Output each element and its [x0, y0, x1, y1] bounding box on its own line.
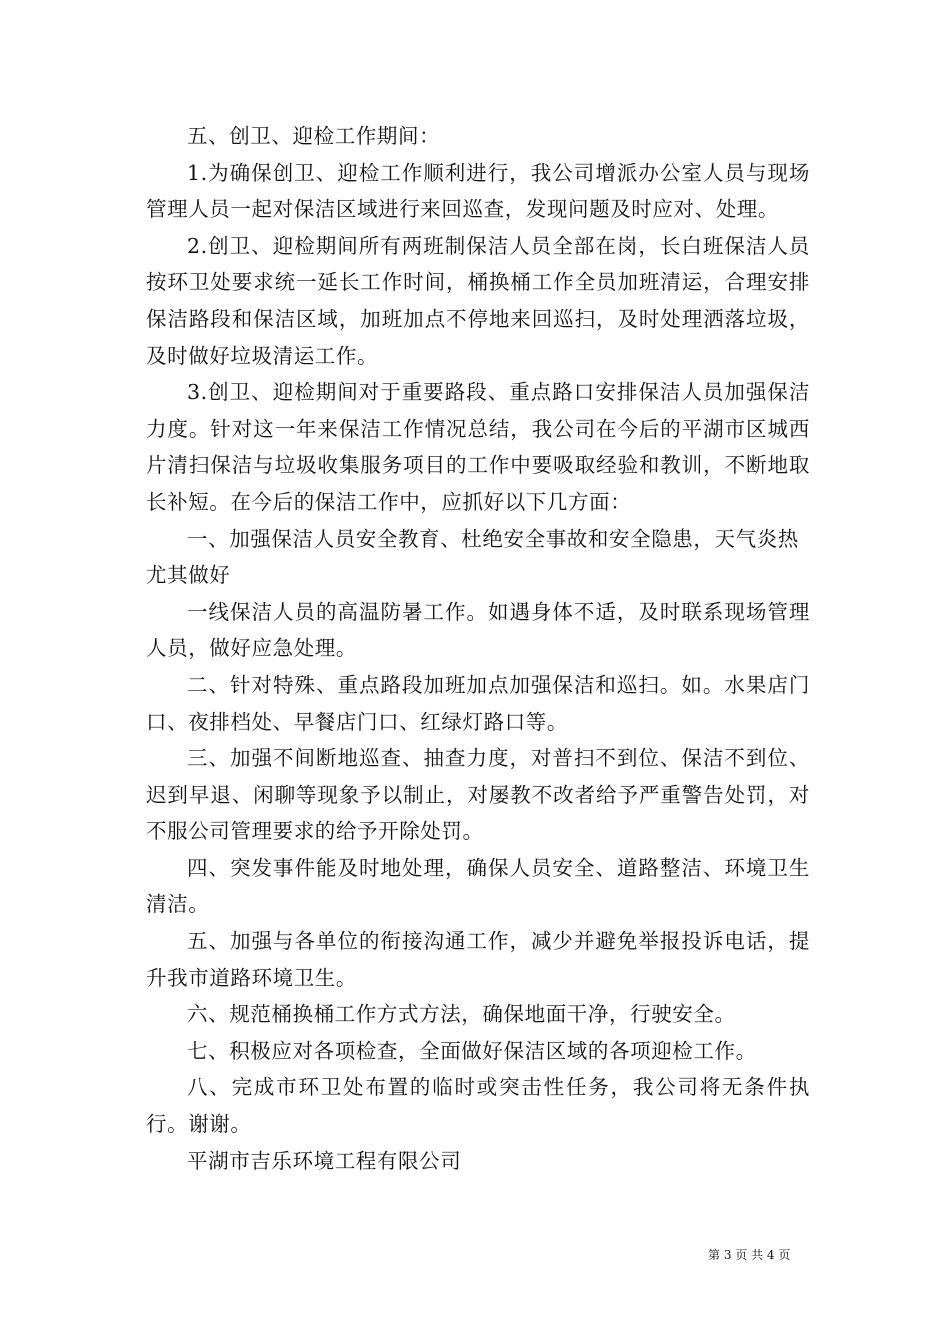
paragraph-point-2: 二、针对特殊、重点路段加班加点加强保洁和巡扫。如。水果店门口、夜排档处、早餐店门口、红绿灯路口等。: [146, 672, 810, 734]
paragraph-point-4: 四、突发事件能及时地处理，确保人员安全、道路整洁、环境卫生清洁。: [146, 855, 810, 917]
paragraph-item-2: 2.创卫、迎检期间所有两班制保洁人员全部在岗，长白班保洁人员按环卫处要求统一延长工作时间，桶换桶工作全员加班清运，合理安排保洁路段和保洁区域，加班加点不停地来回巡扫，及时处理洒落垃圾，及时做好垃圾清运工作。: [146, 233, 810, 368]
paragraph-item-1: 1.为确保创卫、迎检工作顺利进行，我公司增派办公室人员与现场管理人员一起对保洁区域进行来回巡查，发现问题及时应对、处理。: [146, 160, 810, 222]
paragraph-point-3: 三、加强不间断地巡查、抽查力度，对普扫不到位、保洁不到位、迟到早退、闲聊等现象予以制止，对屡教不改者给予严重警告处罚，对不服公司管理要求的给予开除处罚。: [146, 746, 810, 844]
document-body: [146, 118, 810, 1179]
page-number: 第 3 页 共 4 页: [708, 1248, 791, 1262]
paragraph-point-1-cont: 一线保洁人员的高温防暑工作。如遇身体不适，及时联系现场管理人员，做好应急处理。: [146, 599, 810, 661]
paragraph-point-1: 一、加强保洁人员安全教育、杜绝安全事故和安全隐患，天气炎热尤其做好: [146, 526, 799, 588]
paragraph-point-6: 六、规范桶换桶工作方式方法，确保地面干净，行驶安全。: [187, 1002, 736, 1027]
paragraph-point-5: 五、加强与各单位的衔接沟通工作，减少并避免举报投诉电话，提升我市道路环境卫生。: [146, 929, 810, 990]
paragraph-point-7: 七、积极应对各项检查，全面做好保洁区域的各项迎检工作。: [187, 1038, 757, 1063]
company-signature: 平湖市吉乐环境工程有限公司: [187, 1148, 462, 1173]
section-heading: 五、创卫、迎检工作期间：: [187, 124, 441, 148]
paragraph-point-8: 八、完成市环卫处布置的临时或突击性任务，我公司将无条件执行。谢谢。: [146, 1075, 810, 1137]
paragraph-item-3: 3.创卫、迎检期间对于重要路段、重点路口安排保洁人员加强保洁力度。针对这一年来保洁工作情况总结，我公司在今后的平湖市区城西片清扫保洁与垃圾收集服务项目的工作中要吸取经验和教训，不断地取长补短。在今后的保洁工作中，应抓好以下几方面：: [146, 380, 810, 514]
